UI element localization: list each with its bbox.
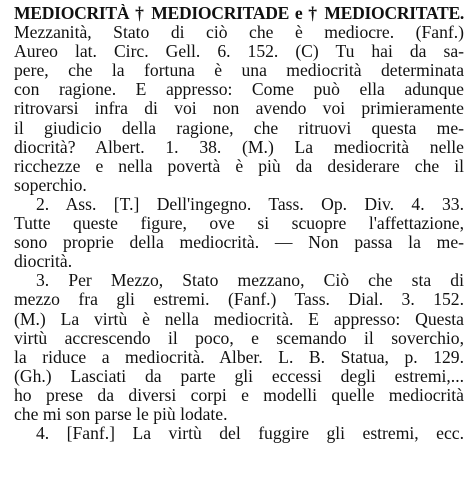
text-line-8: ricchezze e nella povertà è più da desiderare che il (14, 156, 464, 176)
sense-3-line-2: mezzo fra gli estremi. (Fanf.) Tass. Dial. 3. 152. (14, 290, 464, 310)
text-line-4: con ragione. E appresso: Come può ella adunque (14, 80, 464, 100)
sense-3-line-5: la riduce a mediocrità. Alber. L. B. Statua, p. 129. (14, 347, 464, 367)
sense-3-line-7: ho prese da diversi corpi e modelli quelle mediocrità (14, 385, 464, 405)
sense-3-line-4: virtù accrescendo il poco, e scemando il soverchio, (14, 328, 464, 348)
sense-3-line-8: che mi son parse le più lodate. (14, 404, 228, 424)
sense-3-line-1: 3. Per Mezzo, Stato mezzano, Ciò che sta di (36, 271, 464, 291)
text-line-2: Aureo lat. Circ. Gell. 6. 152. (C) Tu hai da sa- (14, 42, 464, 62)
sense-2-line-4: diocrità. (14, 252, 73, 272)
sense-3-line-6: (Gh.) Lasciati da parte gli eccessi degli estremi,... (14, 366, 464, 386)
sense-4-line-1: 4. [Fanf.] La virtù del fuggire gli estremi, ecc. (36, 424, 464, 444)
text-line-3: pere, che la fortuna è una mediocrità determinata (14, 61, 464, 81)
text-line-9: soperchio. (14, 175, 87, 195)
sense-2-line-1: 2. Ass. [T.] Dell'ingegno. Tass. Op. Div. 4. 33. (36, 194, 464, 214)
sense-2-line-2: Tutte queste figure, ove si scuopre l'affettazione, (14, 214, 464, 234)
sense-2-line-3: sono proprie della mediocrità. — Non passa la me- (14, 233, 464, 253)
text-line-1: Mezzanità, Stato di ciò che è mediocre. (Fanf.) (14, 23, 464, 43)
text-line-5: ritrovarsi infra di voi non avendo voi primieramente (14, 99, 464, 119)
sense-3-line-3: (M.) La virtù è nella mediocrità. E appresso: Questa (14, 309, 464, 329)
text-line-6: il giudicio della ragione, che ritruovi questa me- (14, 118, 464, 138)
text-line-7: diocrità? Albert. 1. 38. (M.) La mediocrità nelle (14, 137, 464, 157)
entry-headword: MEDIOCRITÀ † MEDIOCRITADE e † MEDIOCRITATE. (14, 4, 464, 23)
